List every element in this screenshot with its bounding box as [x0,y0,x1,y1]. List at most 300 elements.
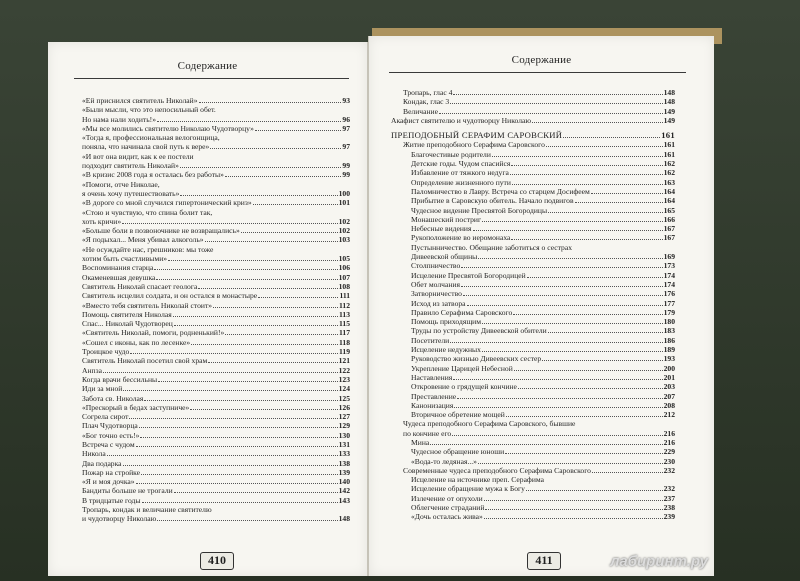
toc-entry [391,392,675,401]
toc-entry-title: Троицкое чудо [82,347,130,357]
dot-leader [253,199,338,205]
toc-entry-title: Никола [82,449,106,459]
toc-entry-title: Святитель исцелил солдата, и он остался в монастыре [82,291,258,301]
dot-leader [461,262,662,268]
toc-entry [82,105,350,114]
toc-entry [82,189,350,198]
toc-entry-page: 183 [663,326,675,336]
toc-entry-title: «Вода-то ледяная...» [411,456,477,466]
toc-entry-page: 96 [342,114,350,124]
toc-entry-title: Прибытие в Саровскую обитель. Начало подвигов [411,196,574,206]
toc-entry-page: 167 [663,224,675,234]
toc-entry [391,512,675,521]
toc-entry-page: 130 [338,430,350,440]
toc-entry-title: Святитель Николай спасает геолога [82,281,198,291]
section-heading [391,131,675,140]
toc-entry-title: Преставление [411,391,457,401]
toc-entry-title: Монашеский постриг [411,214,482,224]
toc-entry-page: 139 [338,467,350,477]
right-page [368,36,714,576]
dot-leader [241,227,338,233]
toc-entry-title: Чудеса преподобного Серафима Саровского, бывшие [403,419,576,429]
left-header-rule [74,78,349,79]
toc-entry-title: Руководство жизнью Дивеевских сестер [411,354,542,364]
toc-entry-title: Затворничество [411,289,462,299]
toc-entry-page: 97 [342,123,350,133]
toc-entry-title: «Мы все молились святителю Николаю Чудотворцу» [82,123,254,133]
toc-entry-page: 122 [338,365,350,375]
toc-entry [82,133,350,142]
dot-leader [139,422,338,428]
toc-entry [82,198,350,207]
toc-entry-page: 167 [663,233,675,243]
toc-entry-page: 166 [663,214,675,224]
toc-entry-page: 207 [663,391,675,401]
toc-entry-title: Согрела сирот [82,412,129,422]
toc-entry-title: хотим быть счастливыми» [82,254,168,264]
dot-leader [485,504,662,510]
dot-leader [546,141,663,147]
toc-entry-title: Правило Серафима Саровского [411,307,513,317]
toc-entry [391,457,675,466]
toc-entry-title: «Прескорый в бедах заступниче» [82,402,190,412]
toc-entry [391,196,675,205]
toc-entry-title: «Тогда я, профессиональная велогонщица, [82,133,220,143]
toc-entry [391,345,675,354]
dot-leader [130,348,338,354]
toc-entry-page: 99 [342,170,350,180]
toc-entry [82,412,350,421]
dot-leader [484,495,663,501]
toc-entry [391,429,675,438]
toc-entry-page: 229 [663,447,675,457]
dot-leader [225,329,338,335]
dot-leader [258,292,338,298]
toc-entry-title: Кондак, глас 3 [403,97,450,107]
dot-leader [461,281,663,287]
toc-entry-page: 174 [663,270,675,280]
toc-entry-page: 107 [338,272,350,282]
toc-entry [391,88,675,97]
toc-entry [82,180,350,189]
toc-entry [391,178,675,187]
dot-leader [478,458,663,464]
toc-entry-title: Дивеевской общины [411,252,478,262]
toc-entry [391,252,675,261]
toc-entry-page: 124 [338,384,350,394]
toc-entry [82,235,350,244]
dot-leader [107,450,338,456]
dot-leader [484,513,663,519]
toc-entry-title: «В дороге со мной случился гипертонический криз» [82,198,252,208]
toc-entry-page: 232 [663,465,675,475]
toc-entry-title: Воспоминания старца [82,263,154,273]
toc-entry-page: 164 [663,196,675,206]
toc-entry-title: Помощь святителя Николая [82,309,172,319]
toc-entry-title: Откровение о грядущей кончине [411,382,517,392]
dot-leader [548,207,663,213]
toc-entry [391,261,675,270]
left-page [48,42,368,576]
toc-entry-page: 163 [663,177,675,187]
toc-entry [82,384,350,393]
toc-entry [82,161,350,170]
toc-entry-page: 148 [338,514,350,524]
toc-entry [391,466,675,475]
toc-entry-page: 239 [663,512,675,522]
toc-entry-page: 169 [663,252,675,262]
toc-entry-page: 100 [338,188,350,198]
toc-entry-title: по кончине его [403,428,452,438]
toc-entry [82,291,350,300]
toc-entry [391,410,675,419]
right-header-rule [389,72,686,73]
toc-entry-title: «Помоги, отче Николае, [82,179,160,189]
toc-entry [82,217,350,226]
toc-entry [82,486,350,495]
dot-leader [512,179,663,185]
toc-entry [391,187,675,196]
toc-entry [391,243,675,252]
dot-leader [511,160,662,166]
toc-entry [82,347,350,356]
toc-entry-page: 237 [663,493,675,503]
toc-entry [391,97,675,106]
left-page-number: 410 [200,552,234,570]
left-page-header: Содержание [177,60,238,72]
dot-leader [492,151,663,157]
toc-entry-title: Современные чудеса преподобного Серафима Саровского [403,465,591,475]
toc-entry-title: Спас... Николай Чудотворец [82,319,173,329]
toc-entry-page: 232 [663,484,675,494]
toc-entry [391,289,675,298]
toc-entry [391,233,675,242]
toc-entry-title: Святитель Николай посетил свой храм [82,356,208,366]
toc-entry [391,317,675,326]
toc-entry [82,273,350,282]
toc-entry-title: В тридцатые годы [82,495,141,505]
toc-entry-title: Вторичное обретение мощей [411,410,505,420]
toc-entry-title: Окаменевшая девушка [82,272,156,282]
toc-entry [391,494,675,503]
toc-entry-title: «И вот она видит, как к ее постели [82,151,194,161]
toc-entry-title: «Я подыхал... Меня убивал алкоголь» [82,235,204,245]
toc-entry-page: 118 [339,337,350,347]
toc-entry-page: 126 [338,402,350,412]
toc-entry-page: 113 [339,309,350,319]
toc-entry-page: 133 [338,449,350,459]
toc-entry-title: Наставления [411,372,453,382]
dot-leader [467,300,663,306]
dot-leader [575,197,663,203]
dot-leader [482,346,663,352]
dot-leader [142,497,338,503]
right-page-header: Содержание [511,54,572,66]
toc-entry [82,366,350,375]
toc-entry [391,326,675,335]
toc-entry-title: «Святитель Николай, помоги, родненький!» [82,328,225,338]
toc-entry [391,373,675,382]
dot-leader [174,320,338,326]
dot-leader [505,448,662,454]
dot-leader [157,116,341,122]
toc-entry-title: Паломничество в Лавру. Встреча со старцем Досифеем [411,186,590,196]
toc-entry-page: 97 [342,142,350,152]
dot-leader [123,385,337,391]
toc-entry-page: 108 [338,281,350,291]
dot-leader [141,469,338,475]
toc-entry-title: я очень хочу путешествовать» [82,188,180,198]
toc-entry [82,431,350,440]
dot-leader [591,188,663,194]
dot-leader [129,413,337,419]
dot-leader [213,302,338,308]
dot-leader [157,515,337,521]
toc-entry [82,226,350,235]
toc-entry [391,503,675,512]
toc-entry [82,403,350,412]
toc-entry-title: Небесные видения [411,224,472,234]
toc-entry [391,336,675,345]
toc-entry-page: 105 [338,254,350,264]
dot-leader [173,311,338,317]
dot-leader [452,430,662,436]
toc-entry [391,299,675,308]
toc-entry-page: 102 [338,226,350,236]
dot-leader [463,290,663,296]
dot-leader [450,337,662,343]
toc-entry-title: Когда врачи бессильны [82,374,158,384]
right-page-number: 411 [527,552,561,570]
toc-entry-page: 180 [663,317,675,327]
toc-entry-page: 230 [663,456,675,466]
toc-entry-page: 161 [663,149,675,159]
toc-entry-title: Исцеление на источнике преп. Серафима [411,475,545,485]
right-top-entries [391,88,675,125]
toc-entry-page: 216 [663,437,675,447]
toc-entry-page: 125 [338,393,350,403]
toc-entry [391,354,675,363]
toc-entry-title: Иди за мной [82,384,123,394]
dot-leader [450,98,662,104]
toc-entry-title: Канонизация [411,400,454,410]
toc-entry-title: «Я и моя дочка» [82,477,135,487]
toc-entry [391,140,675,149]
toc-entry-page: 161 [663,140,675,150]
toc-entry [391,107,675,116]
toc-entry-page: 93 [342,96,350,105]
toc-entry [82,301,350,310]
toc-entry-page: 106 [338,263,350,273]
toc-entry-title: Встреча с чудом [82,439,135,449]
toc-entry [82,356,350,365]
toc-entry-title: Чудесное обращение юноши [411,447,505,457]
toc-entry-page: 162 [663,159,675,169]
toc-entry [82,375,350,384]
toc-entry [82,208,350,217]
toc-entry-title: Исход из затвора [411,298,466,308]
toc-entry [391,364,675,373]
right-toc [391,88,675,522]
toc-entry-title: «Сошел с иконы, как по лесенке» [82,337,191,347]
toc-entry-title: «Были мысли, что это непосильный обет. [82,105,216,115]
dot-leader [180,190,337,196]
dot-leader [190,404,337,410]
dot-leader [482,216,663,222]
toc-entry-page: 208 [663,400,675,410]
dot-leader [511,234,662,240]
toc-entry [82,142,350,151]
toc-entry-page: 131 [338,439,350,449]
toc-entry-page: 165 [663,205,675,215]
toc-entry-title: Пожар на стройке [82,467,141,477]
toc-entry-page: 179 [663,307,675,317]
toc-entry [82,282,350,291]
dot-leader [457,393,662,399]
toc-entry-title: Чудесное видение Пресвятой Богородицы [411,205,548,215]
toc-entry-title: «Ей приснился святитель Николай» [82,96,198,105]
dot-leader [174,487,338,493]
left-toc [82,96,350,524]
toc-entry [82,96,350,105]
toc-entry-title: Помощь приходящим [411,317,482,327]
toc-entry-title: «Дочь осталась жива» [411,512,483,522]
toc-entry [82,421,350,430]
toc-entry [391,447,675,456]
right-section-entries [391,140,675,521]
toc-entry-title: «В кризис 2008 года я осталась без работы» [82,170,224,180]
toc-entry-page: 173 [663,261,675,271]
toc-entry-title: «Вместо тебя святитель Николай стоит» [82,300,213,310]
toc-entry [82,394,350,403]
section-page: 161 [661,130,675,141]
toc-entry-title: подходит святитель Николай» [82,161,179,171]
toc-entry [391,280,675,289]
toc-entry [82,338,350,347]
toc-entry-title: Облегчение страданий [411,503,485,513]
toc-entry-title: хоть кричи» [82,216,122,226]
dot-leader [156,274,337,280]
toc-entry [391,206,675,215]
toc-entry-page: 99 [342,161,350,171]
toc-entry-title: «Больше боли в позвоночнике не возвращались» [82,226,240,236]
toc-entry-title: Тропарь, кондак и величание святителю [82,505,212,515]
toc-entry [82,115,350,124]
toc-entry-title: Анпза [82,365,102,375]
toc-entry-page: 186 [663,335,675,345]
dot-leader [103,367,338,373]
toc-entry-page: 193 [663,354,675,364]
toc-entry-page: 138 [338,458,350,468]
toc-entry-page: 216 [663,428,675,438]
toc-entry-title: Столпничество [411,261,461,271]
toc-entry-page: 117 [339,328,350,338]
toc-entry-title: Величание [403,106,438,116]
toc-entry-title: Излечение от опухоли [411,493,483,503]
dot-leader [473,225,663,231]
toc-entry-title: «Стою и чувствую, что спина болит так, [82,207,213,217]
toc-entry-title: Забота св. Николая [82,393,144,403]
toc-entry-title: Посетители [411,335,450,345]
toc-entry-page: 201 [663,372,675,382]
toc-entry [391,438,675,447]
dot-leader [482,318,663,324]
dot-leader [510,169,663,175]
toc-entry [391,475,675,484]
dot-leader [205,236,338,242]
dot-leader [198,283,337,289]
toc-entry-title: Определение жизненного пути [411,177,511,187]
dot-leader [154,264,337,270]
toc-entry-page: 129 [338,421,350,431]
toc-entry [391,308,675,317]
toc-entry [82,468,350,477]
dot-leader [225,171,341,177]
dot-leader [255,125,341,131]
toc-entry [391,150,675,159]
watermark-logo: лабиринт.ру [610,553,708,570]
toc-entry [391,168,675,177]
toc-entry-title: «Бог точно есть!» [82,430,140,440]
dot-leader [454,402,662,408]
toc-entry-page: 103 [338,235,350,245]
dot-leader [592,467,663,473]
toc-entry-title: Исцеление обращение мужа к Богу [411,484,525,494]
toc-entry [391,224,675,233]
toc-entry-page: 148 [663,97,675,107]
toc-entry-title: Исцеление недужных [411,345,481,355]
toc-entry-page: 238 [663,503,675,513]
toc-entry-title: Пустынничество. Обещание заботиться о сестрах [411,242,573,252]
toc-entry-page: 101 [338,198,350,208]
toc-entry [82,263,350,272]
toc-entry [391,215,675,224]
toc-entry-title: Акафист святителю и чудотворцу Николаю [391,115,532,125]
dot-leader [122,218,337,224]
dot-leader [453,374,662,380]
toc-entry-title: Но нама нали ходить!» [82,114,157,124]
toc-entry-page: 189 [663,345,675,355]
toc-entry-page: 119 [339,347,350,357]
toc-entry [82,449,350,458]
dot-leader [478,253,662,259]
toc-entry-title: Плач Чудотворца [82,421,138,431]
toc-entry-title: Благочестивые родители [411,149,491,159]
toc-entry [82,124,350,133]
toc-entry [391,159,675,168]
dot-leader [518,383,663,389]
dot-leader [506,411,663,417]
toc-entry-page: 164 [663,186,675,196]
toc-entry-page: 149 [663,115,675,125]
dot-leader [526,485,663,491]
dot-leader [158,376,337,382]
toc-entry-page: 112 [339,300,350,310]
toc-entry-title: Труды по устройству Дивеевской обители [411,326,547,336]
toc-entry-page: 123 [338,374,350,384]
dot-leader [199,97,342,103]
toc-entry-title: Тропарь, глас 4 [403,88,453,97]
dot-leader [527,272,663,278]
dot-leader [453,89,662,95]
dot-leader [210,143,341,149]
toc-entry-page: 140 [338,477,350,487]
toc-entry [82,245,350,254]
toc-entry [82,496,350,505]
dot-leader [144,395,337,401]
toc-entry-page: 200 [663,363,675,373]
dot-leader [168,255,338,261]
